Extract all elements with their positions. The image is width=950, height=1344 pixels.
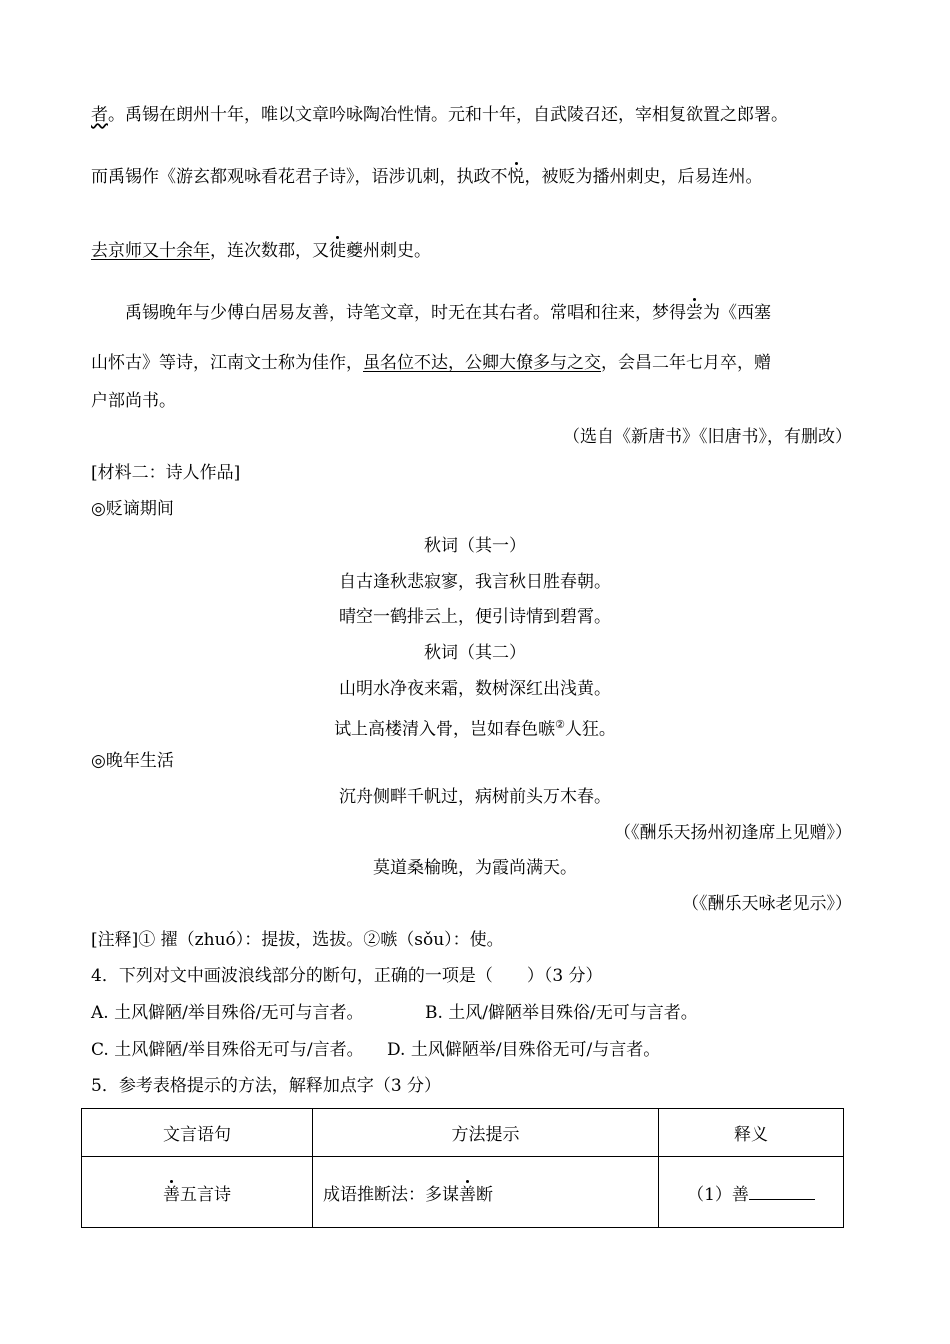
table-header: 方法提示 [313,1109,659,1157]
bio-line-6: 户部尚书。 [91,391,176,411]
poem-title: 秋词（其二） [424,643,526,663]
bio-line-4: 禹锡晚年与少傅白居易友善，诗笔文章，时无在其右者。常唱和往来，梦得尝为《西塞 [125,303,771,323]
question-5-stem: 5．参考表格提示的方法，解释加点字（3 分） [91,1076,442,1096]
poem-line: 莫道桑榆晚，为霞尚满天。 [373,858,577,878]
annotation-notes: [注释]① 擢（zhuó）：提拔，选拔。②嗾（sǒu）：使。 [91,930,504,950]
poem-line: 沉舟侧畔千帆过，病树前头万木春。 [339,787,611,807]
dotted-char: 善 [459,1184,476,1205]
table-header: 文言语句 [82,1109,313,1157]
section-heading: ◎晚年生活 [91,751,174,771]
table-cell-method: 成语推断法：多谋善断 [313,1157,659,1228]
option-c: C. 土风僻陋/举目殊俗无可与/言者。 [91,1040,364,1060]
underlined-sentence: 去京师又十余年 [91,241,210,261]
answer-blank[interactable] [749,1181,815,1200]
poem-title: 秋词（其一） [424,536,526,556]
source-citation: （选自《新唐书》《旧唐书》，有删改） [563,427,852,447]
question-4-stem: 4．下列对文中画波浪线部分的断句，正确的一项是（ ）（3 分） [91,966,603,986]
bio-line-2: 而禹锡作《游玄都观咏看花君子诗》，语涉讥刺，执政不悦，被贬为播州刺史，后易连州。 [91,167,763,187]
poem-line: 试上高楼清入骨，岂如春色嗾②人狂。 [334,718,616,740]
bio-line-1: 者。禹锡在朗州十年，唯以文章吟咏陶冶性情。元和十年，自武陵召还，宰相复欲置之郎署。 [91,105,788,125]
table-header: 释义 [659,1109,844,1157]
option-d: D. 土风僻陋举/目殊俗无可/与言者。 [387,1040,661,1060]
underlined-sentence: 虽名位不达，公卿大僚多与之交 [363,353,601,373]
material-heading: [材料二：诗人作品] [91,463,241,483]
table-cell-meaning: （1）善 [659,1157,844,1228]
poem-line: 山明水净夜来霜，数树深红出浅黄。 [339,679,611,699]
bio-line-5: 山怀古》等诗，江南文士称为佳作，虽名位不达，公卿大僚多与之交，会昌二年七月卒，赠 [91,353,771,373]
section-heading: ◎贬谪期间 [91,499,174,519]
option-a: A. 土风僻陋/举目殊俗/无可与言者。 [91,1003,364,1023]
dotted-char: 徙 [329,241,346,261]
poem-line: 晴空一鹤排云上，便引诗情到碧霄。 [339,607,611,627]
poem-line: 自古逢秋悲寂寥，我言秋日胜春朝。 [339,572,611,592]
answer-table [81,1108,844,1228]
wavy-text: 者 [91,105,108,125]
poem-source: （《酬乐天咏老见示》） [682,894,852,914]
bio-line-3: 去京师又十余年，连次数郡，又徙夔州刺史。 [91,241,431,261]
option-b: B. 土风/僻陋举目殊俗/无可与言者。 [425,1003,698,1023]
poem-source: （《酬乐天扬州初逢席上见赠》） [614,823,852,843]
table-cell-sentence: 善五言诗 [82,1157,313,1228]
dotted-char: 悦 [507,167,525,187]
footnote-mark: ② [555,718,565,731]
dotted-char: 尝 [686,303,703,323]
dotted-char: 善 [163,1184,180,1205]
